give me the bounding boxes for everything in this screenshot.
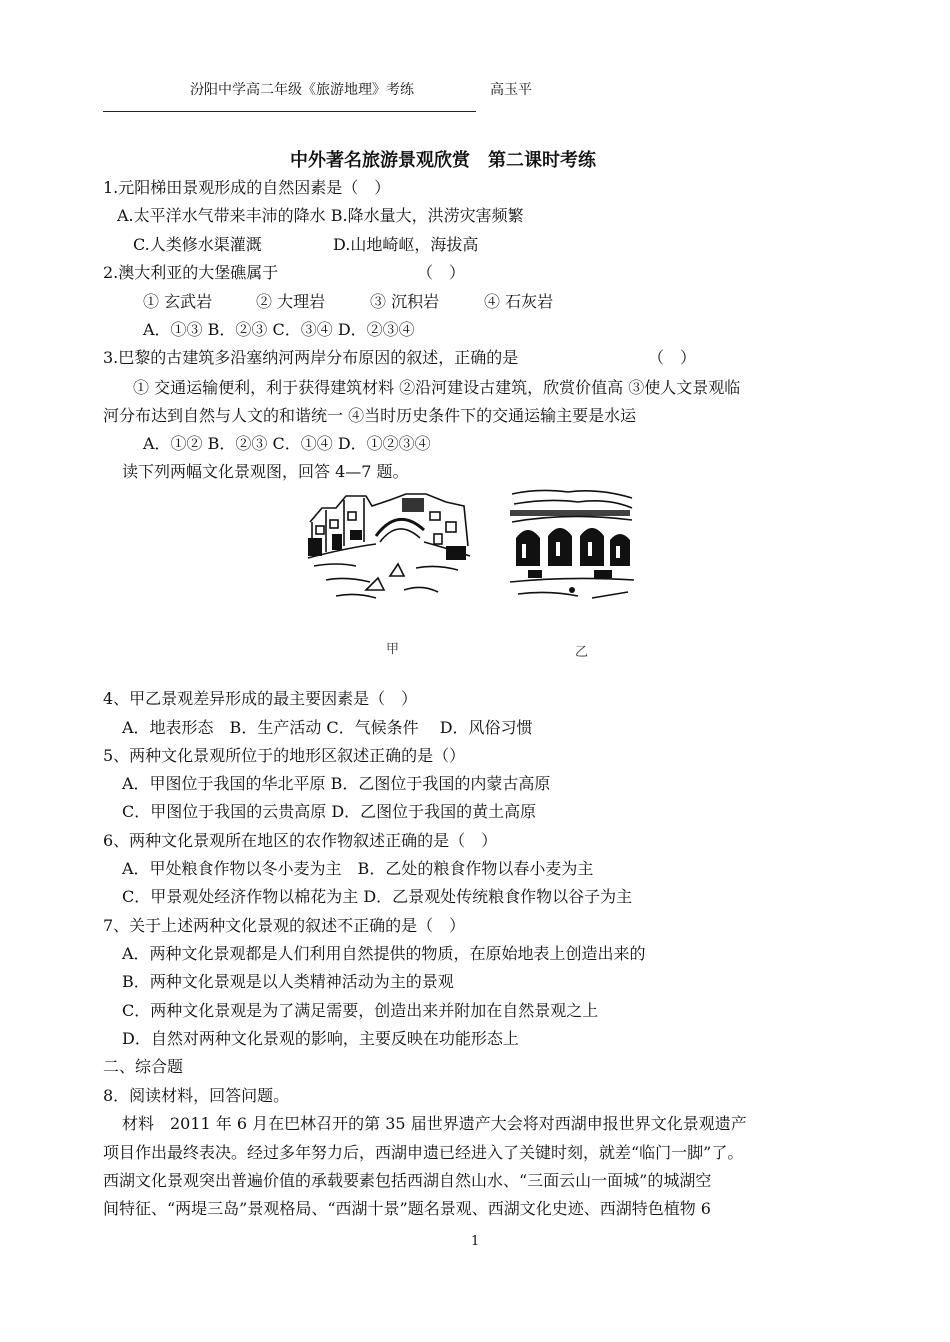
q2-item-2: ② 大理岩 — [256, 292, 326, 311]
q2-item-1: ① 玄武岩 — [143, 292, 213, 311]
header-rule — [103, 111, 476, 112]
q1-stem: 1.元阳梯田景观形成的自然因素是（ ） — [103, 178, 391, 197]
q5-stem: 5、两种文化景观所位于的地形区叙述正确的是（） — [103, 746, 466, 765]
q7-stem: 7、关于上述两种文化景观的叙述不正确的是（ ） — [103, 916, 466, 935]
page-title: 中外著名旅游景观欣赏 第二课时考练 — [290, 150, 596, 171]
q2-item-3: ③ 沉积岩 — [370, 292, 440, 311]
figure-b-label: 乙 — [575, 645, 589, 660]
header-school: 汾阳中学高二年级《旅游地理》考练 — [190, 82, 414, 98]
q1-option-d: D.山地崎岖，海拔高 — [333, 235, 479, 254]
q7-option-b: B．两种文化景观是以人类精神活动为主的景观 — [122, 972, 454, 991]
figure-a-label: 甲 — [386, 642, 400, 657]
q5-options-ab: A．甲图位于我国的华北平原 B．乙图位于我国的内蒙古高原 — [122, 774, 551, 793]
q3-choices: A．①② B．②③ C．①④ D．①②③④ — [143, 434, 431, 453]
q6-stem: 6、两种文化景观所在地区的农作物叙述正确的是（ ） — [103, 831, 498, 850]
section-2-heading: 二、综合题 — [103, 1057, 184, 1076]
q8-material-line-2: 项目作出最终表决。经过多年努力后，西湖申遗已经进入了关键时刻，就差“临门一脚”了。 — [103, 1143, 744, 1162]
q7-option-d: D．自然对两种文化景观的影响，主要反映在功能形态上 — [122, 1029, 519, 1048]
q8-material-line-3: 西湖文化景观突出普遍价值的承载要素包括西湖自然山水、“三面云山一面城”的城湖空 — [103, 1171, 712, 1190]
q3-line-2: 河分布达到自然与人文的和谐统一 ④当时历史条件下的交通运输主要是水运 — [103, 406, 637, 425]
q6-options-cd: C．甲景观处经济作物以棉花为主 D．乙景观处传统粮食作物以谷子为主 — [122, 887, 633, 906]
q7-option-a: A．两种文化景观都是人们利用自然提供的物质，在原始地表上创造出来的 — [122, 944, 646, 963]
q7-option-c: C．两种文化景观是为了满足需要，创造出来并附加在自然景观之上 — [122, 1001, 599, 1020]
q2-item-4: ④ 石灰岩 — [484, 292, 554, 311]
q2-choices: A．①③ B．②③ C．③④ D．②③④ — [143, 320, 415, 339]
q1-options-ab: A.太平洋水气带来丰沛的降水 B.降水量大，洪涝灾害频繁 — [117, 206, 524, 225]
q3-line-1: ① 交通运输便利，利于获得建筑材料 ②沿河建设古建筑，欣赏价值高 ③使人文景观临 — [133, 378, 741, 397]
q2-stem: 2.澳大利亚的大堡礁属于 — [103, 263, 279, 282]
figure-a-image — [306, 486, 472, 606]
header-author: 高玉平 — [490, 82, 532, 98]
q8-stem: 8．阅读材料，回答问题。 — [103, 1086, 290, 1105]
q5-options-cd: C．甲图位于我国的云贵高原 D．乙图位于我国的黄土高原 — [122, 802, 537, 821]
q3-stem: 3.巴黎的古建筑多沿塞纳河两岸分布原因的叙述，正确的是 — [103, 348, 519, 367]
q1-option-c: C.人类修水渠灌溉 — [133, 235, 262, 254]
page-number: 1 — [471, 1234, 480, 1249]
q2-paren: （ ） — [417, 263, 466, 282]
q4-choices: A．地表形态 B．生产活动 C．气候条件 D．风俗习惯 — [122, 718, 533, 737]
q3-paren: （ ） — [648, 348, 697, 367]
q8-material-line-4: 间特征、“两堤三岛”景观格局、“西湖十景”题名景观、西湖文化史迹、西湖特色植物 6 — [103, 1199, 711, 1218]
figure-b-image — [508, 486, 636, 604]
figure-intro: 读下列两幅文化景观图，回答 4—7 题。 — [122, 462, 409, 481]
q8-material-line-1: 材料 2011 年 6 月在巴林召开的第 35 届世界遗产大会将对西湖申报世界文化景观遗产 — [122, 1114, 747, 1133]
q6-options-ab: A．甲处粮食作物以冬小麦为主 B．乙处的粮食作物以春小麦为主 — [122, 859, 594, 878]
q4-stem: 4、甲乙景观差异形成的最主要因素是（ ） — [103, 689, 418, 708]
